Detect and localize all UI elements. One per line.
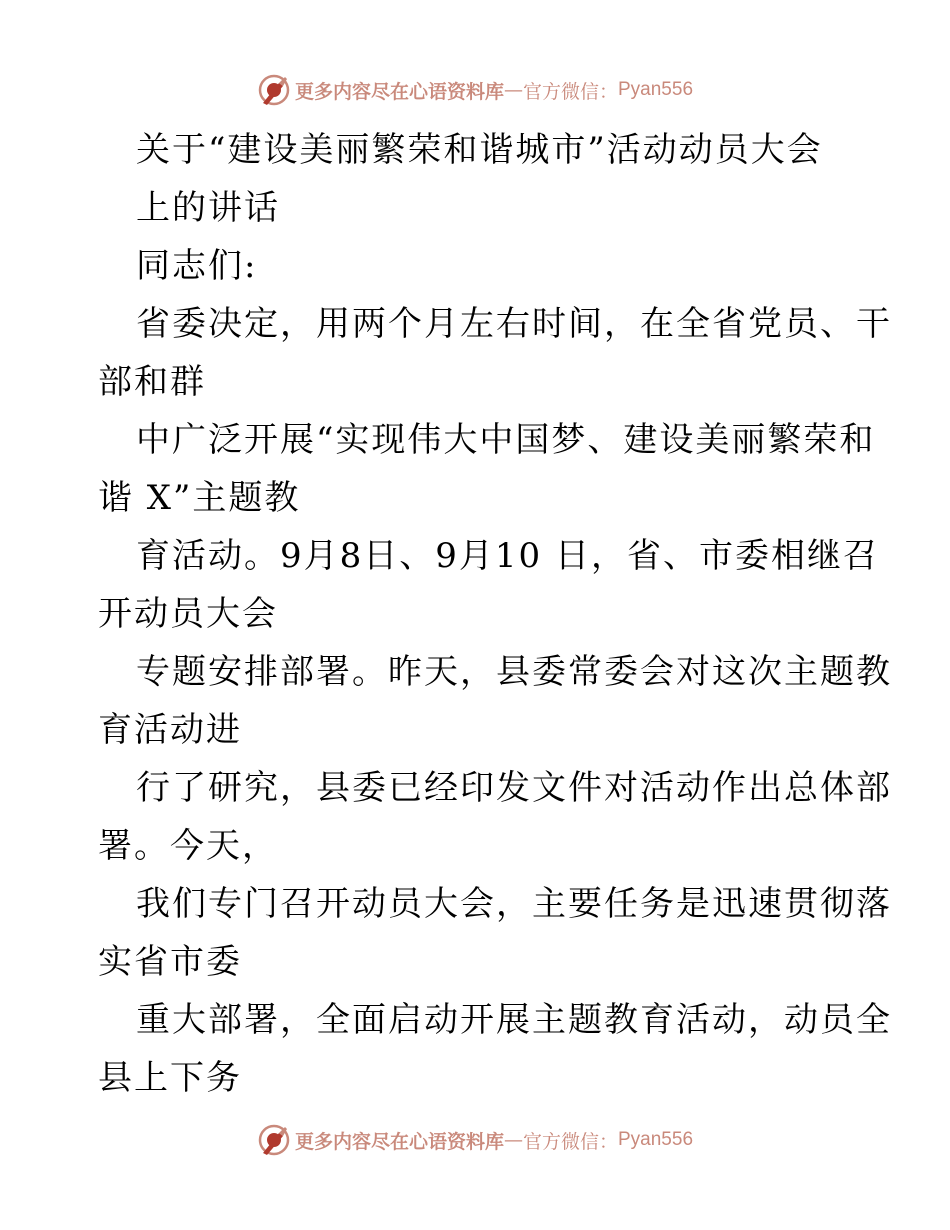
watermark-separator: — — [503, 1129, 523, 1151]
watermark-separator: — — [503, 79, 523, 101]
watermark-main-text: 更多内容尽在心语资料库 — [294, 1130, 504, 1153]
doc-line: 中广泛开展“实现伟大中国梦、建设美丽繁荣和 — [136, 420, 876, 460]
doc-line: 开动员大会 — [98, 594, 278, 634]
doc-line: 谐 X”主题教 — [98, 478, 301, 518]
doc-line: 上的讲话 — [136, 188, 280, 228]
header-watermark — [0, 70, 950, 110]
doc-line: 我们专门召开动员大会，主要任务是迅速贯彻落 — [136, 884, 892, 924]
doc-line: 重大部署，全面启动开展主题教育活动，动员全 — [136, 1000, 892, 1040]
doc-line: 省委决定，用两个月左右时间，在全省党员、干 — [136, 304, 892, 344]
footer-watermark — [0, 1120, 950, 1160]
watermark-wechat-id: Pyan556 — [618, 1129, 694, 1150]
doc-line: 行了研究，县委已经印发文件对活动作出总体部 — [136, 768, 892, 808]
doc-line: 署。今天， — [98, 826, 278, 866]
doc-line: 育活动。9月8日、9月10 日，省、市委相继召 — [136, 536, 879, 576]
pen-logo-icon — [257, 73, 291, 107]
doc-line: 同志们: — [136, 246, 258, 286]
doc-line: 专题安排部署。昨天，县委常委会对这次主题教 — [136, 652, 892, 692]
doc-line: 部和群 — [98, 362, 206, 402]
watermark-sub-text: 官方微信： — [522, 80, 618, 103]
pen-logo-icon — [257, 1123, 291, 1157]
doc-line: 育活动进 — [98, 710, 242, 750]
watermark-sub-text: 官方微信： — [522, 1130, 618, 1153]
doc-line: 实省市委 — [98, 942, 242, 982]
watermark-main-text: 更多内容尽在心语资料库 — [294, 80, 504, 103]
doc-line: 关于“建设美丽繁荣和谐城市”活动动员大会 — [136, 130, 823, 170]
document-body — [98, 121, 892, 1107]
doc-line: 县上下务 — [98, 1058, 242, 1098]
watermark-wechat-id: Pyan556 — [618, 79, 694, 100]
